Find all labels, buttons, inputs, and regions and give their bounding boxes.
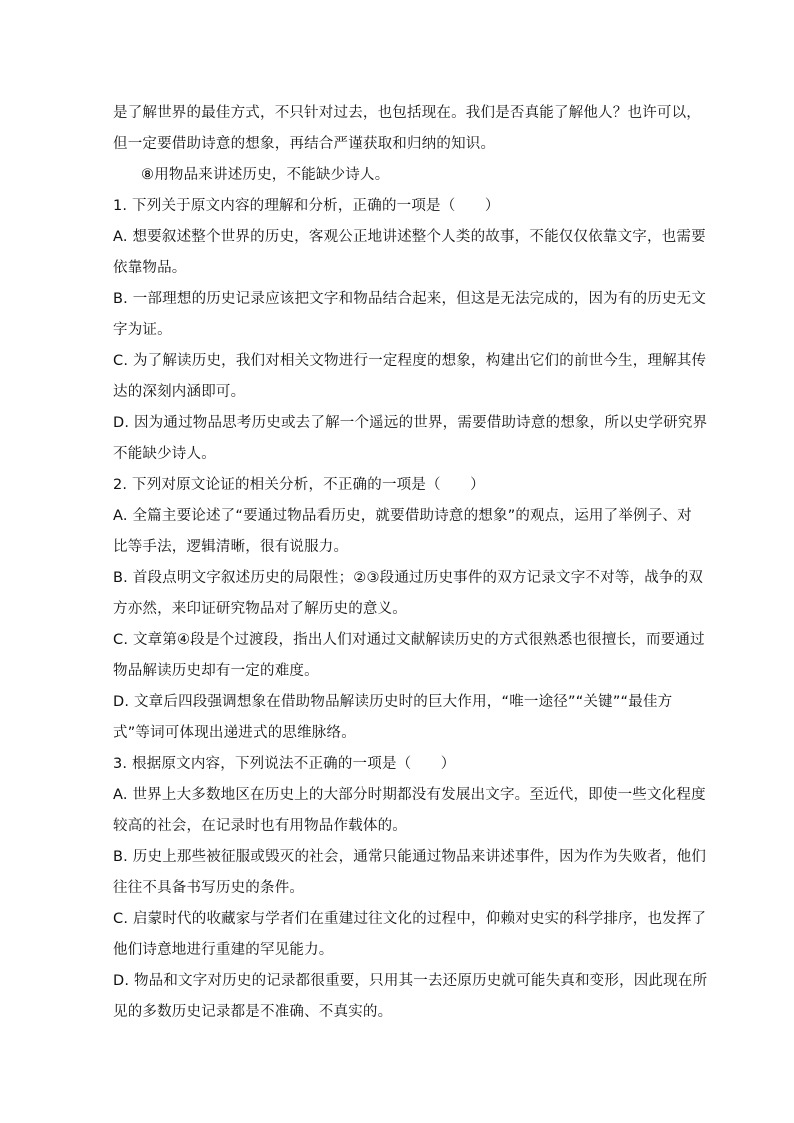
q1-option-a-line-1: A. 想要叙述整个世界的历史，客观公正地讲述整个人类的故事，不能仅仅依靠文字，也需要 bbox=[113, 229, 706, 245]
q2-option-a-line-1: A. 全篇主要论述了“要通过物品看历史，就要借助诗意的想象”的观点，运用了举例子、对 bbox=[113, 508, 692, 524]
q3-option-c-line-1: C. 启蒙时代的收藏家与学者们在重建过往文化的过程中，仰赖对史实的科学排序，也发挥了 bbox=[113, 911, 707, 927]
q3-option-b-line-1: B. 历史上那些被征服或毁灭的社会，通常只能通过物品来讲述事件，因为作为失败者，他们 bbox=[113, 849, 707, 865]
q3-option-d-line-2: 见的多数历史记录都是不准确、不真实的。 bbox=[113, 1004, 393, 1020]
q2-stem: 2. 下列对原文论证的相关分析，不正确的一项是（ ） bbox=[113, 477, 485, 493]
q3-option-a-line-1: A. 世界上大多数地区在历史上的大部分时期都没有发展出文字。至近代，即使一些文化程度 bbox=[113, 787, 706, 803]
q2-option-a-line-2: 比等手法，逻辑清晰，很有说服力。 bbox=[113, 539, 349, 555]
q3-stem: 3. 根据原文内容，下列说法不正确的一项是（ ） bbox=[113, 756, 456, 772]
q3-option-c-line-2: 他们诗意地进行重建的罕见能力。 bbox=[113, 942, 334, 958]
q1-option-c-line-1: C. 为了解读历史，我们对相关文物进行一定程度的想象，构建出它们的前世今生，理解其传 bbox=[113, 353, 707, 369]
q2-option-b-line-2: 方亦然，来印证研究物品对了解历史的意义。 bbox=[113, 601, 407, 617]
q1-option-d-line-2: 不能缺少诗人。 bbox=[113, 446, 216, 462]
q1-option-d-line-1: D. 因为通过物品思考历史或去了解一个遥远的世界，需要借助诗意的想象，所以史学研究界 bbox=[113, 415, 708, 431]
q1-stem: 1. 下列关于原文内容的理解和分析，正确的一项是（ ） bbox=[113, 198, 500, 214]
q2-option-c-line-2: 物品解读历史却有一定的难度。 bbox=[113, 663, 319, 679]
q3-option-b-line-2: 往往不具备书写历史的条件。 bbox=[113, 880, 305, 896]
q3-option-d-line-1: D. 物品和文字对历史的记录都很重要，只用其一去还原历史就可能失真和变形，因此现在所 bbox=[113, 973, 708, 989]
q2-option-d-line-2: 式”等词可体现出递进式的思维脉络。 bbox=[113, 725, 356, 741]
intro-line-3: ⑧用物品来讲述历史，不能缺少诗人。 bbox=[141, 167, 390, 183]
q2-option-c-line-1: C. 文章第④段是个过渡段，指出人们对通过文献解读历史的方式很熟悉也很擅长，而要通过 bbox=[113, 632, 705, 648]
intro-line-1: 是了解世界的最佳方式，不只针对过去，也包括现在。我们是否真能了解他人？也许可以， bbox=[113, 105, 701, 121]
q2-option-d-line-1: D. 文章后四段强调想象在借助物品解读历史时的巨大作用，“唯一途径”“关键”“最佳方 bbox=[113, 694, 673, 710]
q3-option-a-line-2: 较高的社会，在记录时也有用物品作载体的。 bbox=[113, 818, 407, 834]
q1-option-b-line-1: B. 一部理想的历史记录应该把文字和物品结合起来，但这是无法完成的，因为有的历史无文 bbox=[113, 291, 707, 307]
q1-option-b-line-2: 字为证。 bbox=[113, 322, 172, 338]
q1-option-c-line-2: 达的深刻内涵即可。 bbox=[113, 384, 246, 400]
q1-option-a-line-2: 依靠物品。 bbox=[113, 260, 187, 276]
q2-option-b-line-1: B. 首段点明文字叙述历史的局限性；②③段通过历史事件的双方记录文字不对等，战争的双 bbox=[113, 570, 704, 586]
intro-line-2: 但一定要借助诗意的想象，再结合严谨获取和归纳的知识。 bbox=[113, 136, 496, 152]
